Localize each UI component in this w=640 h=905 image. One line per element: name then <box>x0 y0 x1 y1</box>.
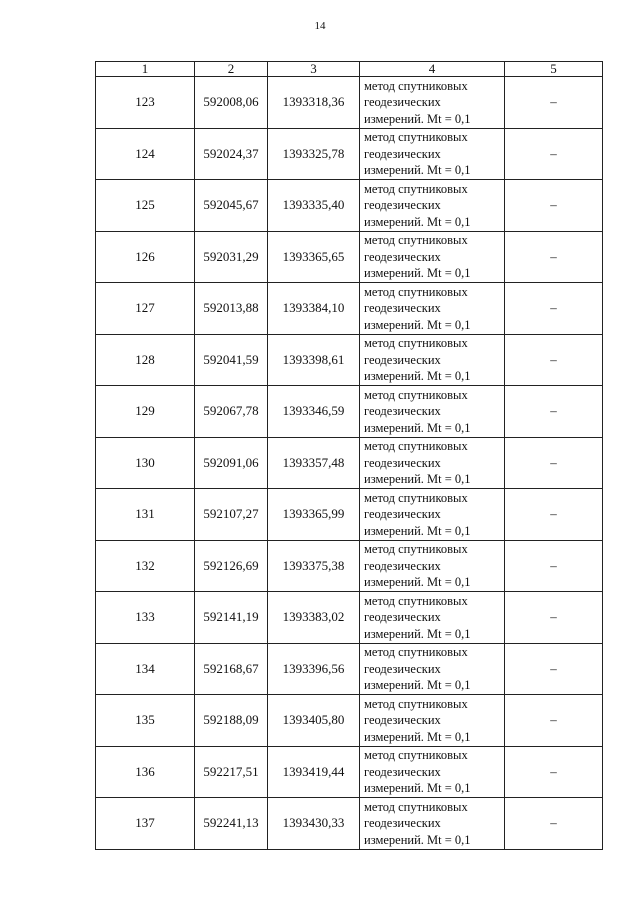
column-header-3: 3 <box>268 62 360 77</box>
method-text-line: геодезических <box>364 455 441 470</box>
x-coordinate-cell: 592031,29 <box>195 231 268 283</box>
method-cell <box>360 798 505 850</box>
table-row <box>96 746 603 798</box>
description-cell: – <box>505 77 603 129</box>
coordinates-table <box>95 61 603 850</box>
description-cell: – <box>505 128 603 180</box>
table-row <box>96 334 603 386</box>
method-text-line: геодезических <box>364 198 441 212</box>
table-row <box>96 180 603 232</box>
point-number-cell: 124 <box>96 128 195 180</box>
description-cell: – <box>505 643 603 695</box>
column-header-1: 1 <box>96 62 195 77</box>
method-text-line: измерений. Mt = 0,1 <box>364 420 471 435</box>
method-text-line: измерений. Mt = 0,1 <box>364 781 471 795</box>
y-coordinate-cell: 1393430,33 <box>268 798 360 850</box>
method-text-line: измерений. Mt = 0,1 <box>364 729 471 744</box>
page-number: 14 <box>314 20 326 32</box>
method-text-line: метод спутниковых <box>364 233 468 247</box>
table-body <box>96 77 603 850</box>
y-coordinate-cell: 1393346,59 <box>268 386 360 438</box>
y-coordinate-cell: 1393335,40 <box>268 180 360 232</box>
table-row <box>96 643 603 695</box>
y-coordinate-cell: 1393396,56 <box>268 643 360 695</box>
x-coordinate-cell: 592141,19 <box>195 592 268 644</box>
method-text-line: измерений. Mt = 0,1 <box>364 317 471 332</box>
table-row <box>96 695 603 747</box>
point-number-cell: 127 <box>96 283 195 335</box>
column-header-2: 2 <box>195 62 268 77</box>
method-cell <box>360 283 505 335</box>
method-text-line: измерений. Mt = 0,1 <box>364 832 471 847</box>
method-text-line: геодезических <box>364 404 441 418</box>
point-number-cell: 128 <box>96 334 195 386</box>
table-row <box>96 128 603 180</box>
method-text-line: геодезических <box>364 249 441 264</box>
method-text-line: метод спутниковых <box>364 284 468 299</box>
method-text-line: метод спутниковых <box>364 799 468 814</box>
y-coordinate-cell: 1393384,10 <box>268 283 360 335</box>
method-text-line: измерений. Mt = 0,1 <box>364 523 471 538</box>
table-row <box>96 283 603 335</box>
method-text-line: метод спутниковых <box>364 490 468 505</box>
point-number-cell: 137 <box>96 798 195 850</box>
method-text-line: измерений. Mt = 0,1 <box>364 369 471 383</box>
method-text-line: измерений. Mt = 0,1 <box>364 111 471 126</box>
description-cell: – <box>505 283 603 335</box>
x-coordinate-cell: 592107,27 <box>195 489 268 541</box>
point-number-cell: 132 <box>96 540 195 592</box>
x-coordinate-cell: 592067,78 <box>195 386 268 438</box>
description-cell: – <box>505 437 603 489</box>
description-cell: – <box>505 231 603 283</box>
x-coordinate-cell: 592168,67 <box>195 643 268 695</box>
method-text-line: геодезических <box>364 507 441 521</box>
column-header-4: 4 <box>360 62 505 77</box>
x-coordinate-cell: 592091,06 <box>195 437 268 489</box>
method-text-line: метод спутниковых <box>364 593 468 608</box>
x-coordinate-cell: 592241,13 <box>195 798 268 850</box>
x-coordinate-cell: 592217,51 <box>195 746 268 798</box>
table-row <box>96 437 603 489</box>
method-cell <box>360 437 505 489</box>
method-text-line: геодезических <box>364 352 441 367</box>
method-text-line: измерений. Mt = 0,1 <box>364 214 471 229</box>
point-number-cell: 135 <box>96 695 195 747</box>
method-cell <box>360 695 505 747</box>
method-cell <box>360 231 505 283</box>
method-text-line: метод спутниковых <box>364 78 468 93</box>
x-coordinate-cell: 592126,69 <box>195 540 268 592</box>
method-cell <box>360 643 505 695</box>
description-cell: – <box>505 798 603 850</box>
x-coordinate-cell: 592041,59 <box>195 334 268 386</box>
method-text-line: измерений. Mt = 0,1 <box>364 266 471 280</box>
method-text-line: метод спутниковых <box>364 336 468 350</box>
table-row <box>96 386 603 438</box>
method-text-line: метод спутниковых <box>364 645 468 659</box>
table-row <box>96 592 603 644</box>
point-number-cell: 131 <box>96 489 195 541</box>
description-cell: – <box>505 386 603 438</box>
point-number-cell: 129 <box>96 386 195 438</box>
description-cell: – <box>505 489 603 541</box>
point-number-cell: 133 <box>96 592 195 644</box>
method-text-line: метод спутниковых <box>364 130 468 144</box>
y-coordinate-cell: 1393325,78 <box>268 128 360 180</box>
y-coordinate-cell: 1393383,02 <box>268 592 360 644</box>
column-header-5: 5 <box>505 62 603 77</box>
method-text-line: метод спутниковых <box>364 439 468 453</box>
table-row <box>96 540 603 592</box>
table-row <box>96 798 603 850</box>
method-cell <box>360 77 505 129</box>
method-text-line: измерений. Mt = 0,1 <box>364 678 471 692</box>
method-text-line: измерений. Mt = 0,1 <box>364 163 471 177</box>
method-text-line: геодезических <box>364 661 441 676</box>
description-cell: – <box>505 540 603 592</box>
method-text-line: геодезических <box>364 610 441 624</box>
method-cell <box>360 592 505 644</box>
x-coordinate-cell: 592013,88 <box>195 283 268 335</box>
method-text-line: геодезических <box>364 301 441 315</box>
method-text-line: геодезических <box>364 713 441 727</box>
method-text-line: метод спутниковых <box>364 181 468 196</box>
point-number-cell: 123 <box>96 77 195 129</box>
description-cell: – <box>505 746 603 798</box>
description-cell: – <box>505 592 603 644</box>
y-coordinate-cell: 1393365,65 <box>268 231 360 283</box>
x-coordinate-cell: 592008,06 <box>195 77 268 129</box>
method-cell <box>360 540 505 592</box>
y-coordinate-cell: 1393365,99 <box>268 489 360 541</box>
method-text-line: геодезических <box>364 816 441 830</box>
description-cell: – <box>505 334 603 386</box>
table-row <box>96 77 603 129</box>
method-text-line: измерений. Mt = 0,1 <box>364 472 471 486</box>
table-row <box>96 489 603 541</box>
method-text-line: метод спутниковых <box>364 387 468 402</box>
point-number-cell: 125 <box>96 180 195 232</box>
method-cell <box>360 128 505 180</box>
method-text-line: метод спутниковых <box>364 748 468 762</box>
method-cell <box>360 386 505 438</box>
x-coordinate-cell: 592024,37 <box>195 128 268 180</box>
y-coordinate-cell: 1393318,36 <box>268 77 360 129</box>
method-text-line: геодезических <box>364 764 441 779</box>
y-coordinate-cell: 1393375,38 <box>268 540 360 592</box>
method-text-line: метод спутниковых <box>364 542 468 556</box>
point-number-cell: 136 <box>96 746 195 798</box>
description-cell: – <box>505 695 603 747</box>
description-cell: – <box>505 180 603 232</box>
method-text-line: измерений. Mt = 0,1 <box>364 626 471 641</box>
y-coordinate-cell: 1393357,48 <box>268 437 360 489</box>
method-text-line: геодезических <box>364 95 441 109</box>
method-cell <box>360 489 505 541</box>
table-header-row <box>96 62 603 77</box>
method-text-line: геодезических <box>364 146 441 161</box>
point-number-cell: 126 <box>96 231 195 283</box>
table-row <box>96 231 603 283</box>
method-text-line: измерений. Mt = 0,1 <box>364 575 471 589</box>
method-text-line: метод спутниковых <box>364 696 468 711</box>
method-cell <box>360 180 505 232</box>
y-coordinate-cell: 1393398,61 <box>268 334 360 386</box>
x-coordinate-cell: 592045,67 <box>195 180 268 232</box>
y-coordinate-cell: 1393419,44 <box>268 746 360 798</box>
method-cell <box>360 746 505 798</box>
method-text-line: геодезических <box>364 558 441 573</box>
point-number-cell: 134 <box>96 643 195 695</box>
point-number-cell: 130 <box>96 437 195 489</box>
method-cell <box>360 334 505 386</box>
y-coordinate-cell: 1393405,80 <box>268 695 360 747</box>
x-coordinate-cell: 592188,09 <box>195 695 268 747</box>
